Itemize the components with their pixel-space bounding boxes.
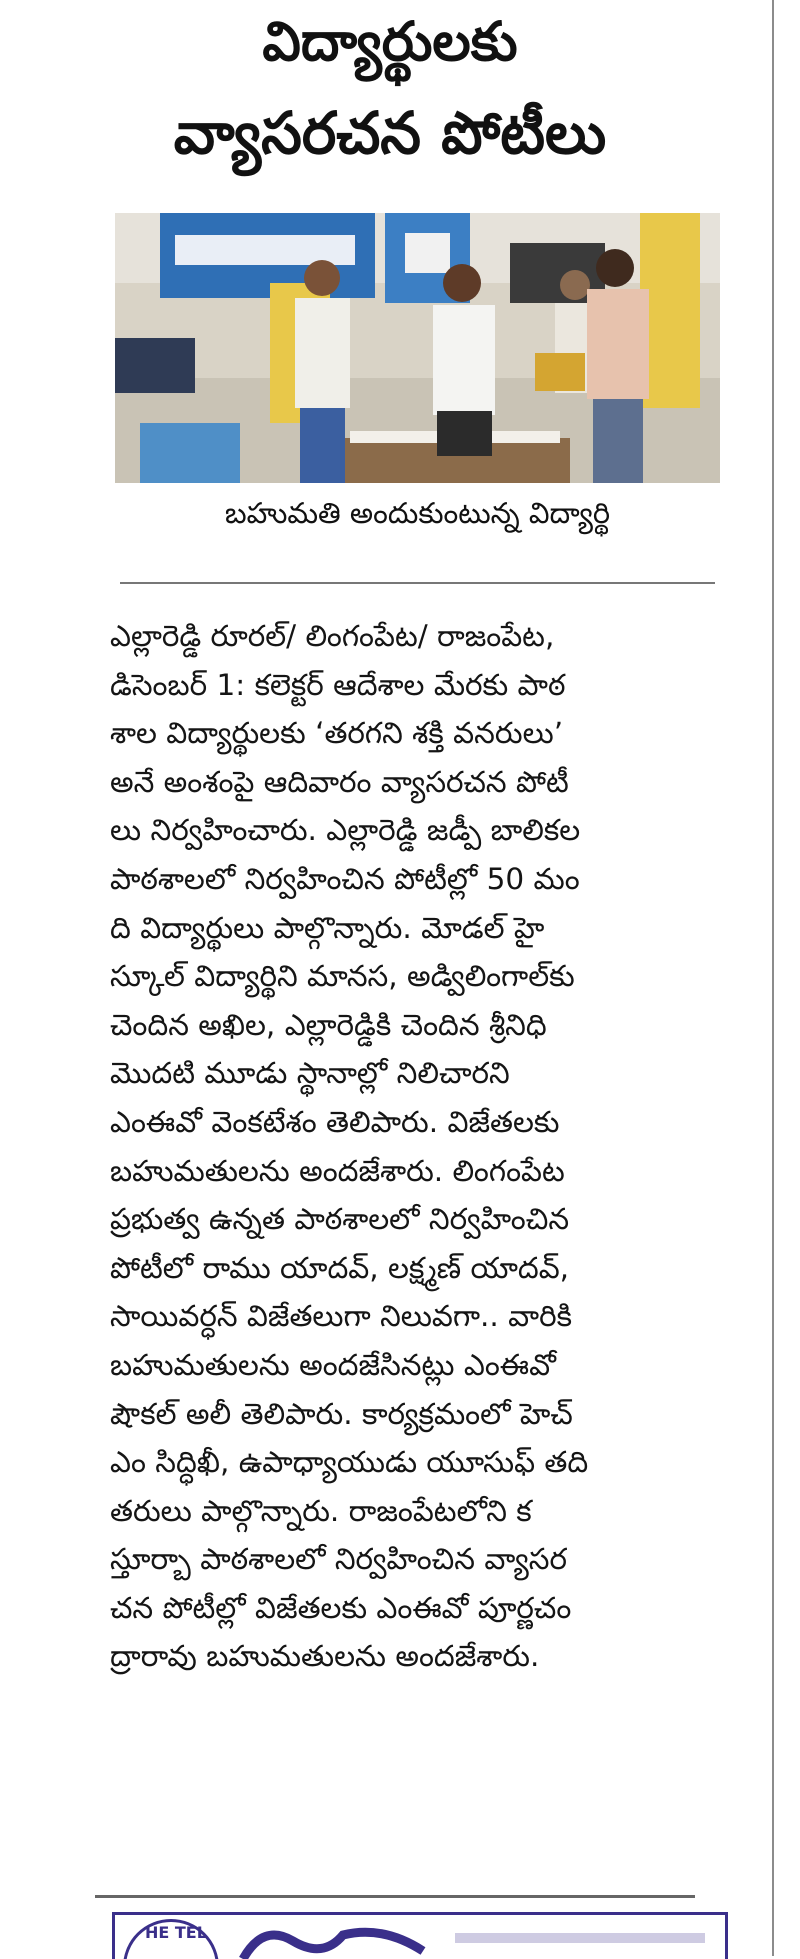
article-body [110, 612, 720, 1681]
article-line: డిసెంబర్ 1: కలెక్టర్ ఆదేశాల మేరకు పాఠ [110, 667, 566, 702]
article-line: ది విద్యార్థులు పాల్గొన్నారు. మోడల్ హై [110, 910, 545, 945]
article-line: పోటీలో రాము యాదవ్, లక్ష్మణ్ యాదవ్, [110, 1250, 570, 1285]
newspaper-logo [112, 1912, 728, 1959]
article-line: ఎంఈవో వెంకటేశం తెలిపారు. విజేతలకు [110, 1104, 560, 1139]
article-line: లు నిర్వహించారు. ఎల్లారెడ్డి జడ్పీ బాలికల [110, 813, 581, 848]
article-line: స్తూర్బా పాఠశాలలో నిర్వహించిన వ్యాసర [110, 1542, 567, 1577]
article-line: పాఠశాలలో నిర్వహించిన పోటీల్లో 50 మం [110, 861, 580, 896]
article-line: అనే అంశంపై ఆదివారం వ్యాసరచన పోటీ [110, 764, 569, 799]
headline-line-2: వ్యాసరచన పోటీలు [173, 99, 607, 167]
article-line: బహుమతులను అందజేసినట్లు ఎంఈవో [110, 1347, 556, 1382]
seal-text: HE TEL [145, 1923, 207, 1942]
news-photo [115, 213, 720, 483]
masthead-bar [455, 1933, 705, 1943]
article-line: షౌకల్ అలీ తెలిపారు. కార్యక్రమంలో హెచ్ [110, 1396, 573, 1431]
article-line: ప్రభుత్వ ఉన్నత పాఠశాలలో నిర్వహించిన [110, 1202, 570, 1237]
article-line: మొదటి మూడు స్థానాల్లో నిలిచారని [110, 1056, 510, 1091]
article-line: తరులు పాల్గొన్నారు. రాజంపేటలోని క [110, 1493, 532, 1528]
photo-caption: బహుమతి అందుకుంటున్న విద్యార్థి [224, 496, 611, 530]
article-line: స్కూల్ విద్యార్థిని మానస, అడ్విలింగాల్‌కు [110, 959, 575, 994]
article-line: చన పోటీల్లో విజేతలకు ఎంఈవో పూర్ణచం [110, 1590, 572, 1625]
article-line: ఎం సిద్ధిఖీ, ఉపాధ్యాయుడు యూసుఫ్ తది [110, 1445, 589, 1480]
article-line: శాల విద్యార్థులకు ‘తరగని శక్తి వనరులు’ [110, 716, 564, 751]
article-line: ద్రారావు బహుమతులను అందజేశారు. [110, 1639, 540, 1674]
article-line: సాయివర్ధన్ విజేతలుగా నిలువగా.. వారికి [110, 1299, 572, 1334]
column-rule [772, 0, 774, 1956]
masthead-logo-icon [233, 1921, 433, 1959]
article-line: చెందిన అఖిల, ఎల్లారెడ్డికి చెందిన శ్రీనిధి [110, 1007, 547, 1042]
footer-divider [95, 1895, 695, 1898]
article-line: బహుమతులను అందజేశారు. లింగంపేట [110, 1153, 565, 1188]
photo-illustration [115, 213, 720, 483]
article-line: ఎల్లారెడ్డి రూరల్/ లింగంపేట/ రాజంపేట, [110, 619, 555, 653]
headline-line-1: విద్యార్థులకు [262, 10, 518, 73]
caption-divider [120, 582, 715, 584]
